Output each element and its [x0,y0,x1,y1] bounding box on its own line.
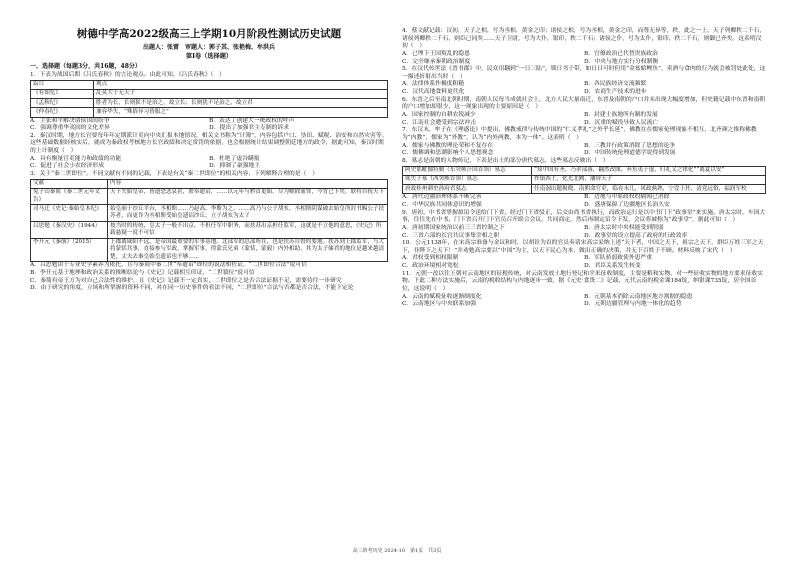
option-d[interactable]: D．政事堂的设立提高了政府的行政效率 [584,232,688,239]
table-header-cell: 篇目 [31,80,94,89]
volume-heading: 第Ⅰ卷（选择题） [185,52,233,60]
table-cell: 按当时的传统，皇太子一般不出京，不担任军中职务，而扶苏出京担任监军，这就是不立他的意思，《史记》所载悬疑一说不可信 [108,222,388,239]
question-stem: 3．关于“秦二世即位”，不同文献有不同的记载，下表是有关“秦二世即位”的相关内容，下列解释合理的是（ ） [30,171,318,178]
options [402,81,766,96]
options [402,194,766,209]
table-cell: 韩失于墓（西突厥首领）墓志 [403,175,532,184]
option-a[interactable]: A．已埋下王国叛乱的隐患 [402,50,470,57]
option-a[interactable]: A．云南的赋税征收逐渐制度化 [402,293,482,300]
table-header-row [31,179,388,188]
table-cell: 李开元《秦崩》（2015） [31,238,108,262]
options [402,294,766,309]
question-stem: 4．蔡文献记载：汉初，天子之相，号为丞相，黄金之印；诸侯之相，号为丞相，黄金之印，而尊无异等，秩，此之一上。天子列卿秩二千石，诸侯列卿秩二千石，则臣已同矣……天子卫尉，号为大仆，银印，秩二千石；诸侯之仆，号为太仆，银印，秩二千石，则御已齐矣。这表明汉初（ ） [402,28,766,50]
options [402,51,766,66]
option-a[interactable]: A．吕思勉由于专业史学素养为依托，且与秦简中秦二世“奉遗诏”即位的说法相佐证，“二世即位合法”说可信 [30,262,307,269]
question-stem: 5．在汉代传世法《晋书郡》中，民众用翻到“一日三陆”，锁日书于带，如日日可时但用“金盆蛤鲤鱼”，卖酒与食肉的行为就会被罚处此处，这一描述折射出当时（ ） [402,66,766,80]
question-stem: 2．秦汉时期，地方长官要每年年定期派计吏向中央汇报本地情况，相关文书称为“计簿”，内容包括户口、垦田、赋税、治安和自然灾害等。这些基础数据经核实后，就成为秦政权考核地方长官政绩和决定赏罚的依据，也会根据统计结果调整朝廷地方的政令，据此可知，秦汉时期的上计制度（ ） [30,132,388,155]
table-cell: 始皇崩于沙丘平台，丞相斯……乃赵高、李斯为之，……高乃与公子胡亥、丞相斯阴谋破去始皇所封书赐公子扶苏者，而更诈为丞相斯受始皇遗诏沙丘，立子胡亥为太子 [108,205,388,222]
table-cell: 《孟秋纪》 [31,99,94,108]
options [402,255,766,270]
option-d[interactable]: D．由于研究的角度，立场和所掌握的资料不同，对在同一历史事件的看法不同，“二世即位”合法与否都是否合法，不能下定论 [30,285,354,292]
option-c[interactable]: C．秦简有帝王方为对自己合法性的维护，且《史记》记载不一定真实，二世即位之是否合法证据不足，需要待往一步研究 [30,277,342,284]
option-d[interactable]: D．中央与地方实行分权制衡 [584,58,659,65]
option-b[interactable]: B．三教并行政策消除了思想的论争 [584,142,676,149]
option-d[interactable]: D．君臣关系发生转变 [584,263,641,270]
table-cell: 《仲春纪》 [31,108,94,117]
table-cell: 乱莫大于无天子 [94,89,388,98]
question-11 [402,271,766,309]
option-c[interactable]: C．江南社会遭受到宗法冲击 [402,119,476,126]
table-cell: 兔子山秦简《秦二世元年文告》 [31,188,108,205]
options [402,112,766,127]
option-d[interactable]: D．提出了加强君主专制的诉求 [209,125,290,132]
table-row [31,99,388,108]
question-6 [402,97,766,128]
question-10 [402,240,766,271]
option-c[interactable]: C．完全继承秦朝政治制度 [402,58,471,65]
table-cell: 天下失始皇帝，皆遗恐悲哀甚，朕奉遗诏，……以元年与黔首更始，尽为解除流罪，今宵已下矣，联将自抚天下 [108,188,388,205]
option-c[interactable]: C．政治环境相对宽松 [402,263,459,270]
left-column [30,28,388,293]
option-c[interactable]: C．儒佛调和思潮影响个人思想观念 [402,150,494,157]
option-b[interactable]: B．官僚政治已代替贵族政治 [584,50,658,57]
option-d[interactable]: D．农商生产技术的进步 [584,89,647,96]
option-b[interactable]: B．杜绝了虚谷瞒报 [209,155,260,162]
table-row [31,205,388,222]
option-b[interactable]: B．封建士族地所有制的发展 [584,112,658,119]
table-row [31,89,388,98]
table-cell: “知中国有圣，乃率部落，翻然改图，弃东夷于虚，归礼义之律化”“离夏以安” [532,166,766,175]
table-header-row [31,80,388,89]
options [402,225,766,240]
option-b[interactable]: B．唐太宗时中央权能受到削弱 [584,224,664,231]
question-stem: 6．东晋之后至南北朝时期，南朝人民每当成就社会上，北方人民大量南迁，东晋及南朝的户口并未出现大幅度增加，但史籍记载中东晋和南朝的户口增加却很少，这一现象出现的主要原因是（ ） [402,96,766,111]
table-row [31,238,388,262]
table-cell: 上郡离咸阳不远，是帝国最重要的军事基地。北部军的总部所在，也是扶苏自督的要地。扶苏到上郡监军，与大将蒙恬共事，直接参与军政，掌握军事，得蒙氏兄弟（蒙恬，蒙毅）内外相助，其为太子储君的地位是越来越清楚，丈夫去秦皇始皇遗诏也不够…… [108,238,388,262]
option-c[interactable]: C．促进了社会小农经济形成 [30,163,104,170]
table-row [31,222,388,239]
option-b[interactable]: B．各民族经济交流频繁 [584,81,647,88]
options [30,156,388,171]
option-d[interactable]: D．沉重的赋役导致人民流亡 [584,119,659,126]
options [30,118,388,133]
question-stem: 8．墓志是南朝的人物传记，下表是出土的部分唐代墓志，这些墓志反映出（ ） [402,157,609,164]
right-column [402,28,766,309]
question-3 [30,171,388,293]
option-d[interactable]: D．抑制了豪强地主 [209,163,261,170]
option-c[interactable]: C．中华民族共同体意识的增强 [402,201,482,208]
option-b[interactable]: B．元朝基本消除云南地区地方割据的隐患 [584,293,693,300]
option-d[interactable]: D．中国传统伦理道德学说得到发展 [584,150,676,157]
page-footer: 高三阶考历史 2024-10 第1页 共3页 [352,548,442,555]
option-c[interactable]: C．三省六部的长官共议事集宰相之职 [402,232,500,239]
option-d[interactable]: D．盛唐保障了边疆地区长治久安 [584,201,670,208]
exam-authors: 出题人：张雷 审题人：郭子其、张艳梅、牟洪兵 [142,43,275,51]
question-2 [30,133,388,171]
option-b[interactable]: B．军队骄弱致使外患严重 [584,255,653,262]
option-a[interactable]: A．唐代边疆治理体系不断完善 [402,194,482,201]
option-b[interactable]: B．李开元基于地理和政治关系的推断结论与《史记》记载相互印证，“二世篡位”说可信 [30,269,255,276]
question-9 [402,210,766,241]
table-cell: 司马迁《史记·秦始皇本纪》 [31,205,108,222]
table-cell: 唐故桂州刺史孙府君墓志 [403,185,532,194]
question-1-table [30,80,388,118]
option-a[interactable]: A．君权受到相权限制 [402,255,459,262]
table-cell: 阿史那毗伽特勤（东突厥汗国首领）墓志 [403,166,532,175]
options [402,143,766,158]
table-cell: 胜者为长，长则狱不是治之，故立长；长则犹不足治之，故立君 [94,99,388,108]
question-1 [30,72,388,133]
option-c[interactable]: C．云南地区与中央联系加强 [402,301,476,308]
option-b[interactable]: B．边地与中原政权的隔阂已消除 [584,194,670,201]
exam-title: 树德中学高2022级高三上学期10月阶段性测试历史试题 [76,28,342,40]
option-a[interactable]: A．法律体系作极度粗糙 [402,81,465,88]
option-a[interactable]: A．儒家与佛教的理论荣和不复存在 [402,142,494,149]
table-cell: 任南洞出题揭晓，南朝命官吏，临存末儿，风政孰熟，宁壹于坯，清党远俗，福润军校 [532,185,766,194]
option-b[interactable]: B．表达了创建大一统政权的呼声 [209,117,295,124]
table-row [31,108,388,117]
option-a[interactable]: A．国家控制的自耕农锐减少 [402,112,476,119]
table-header-cell: 内容 [108,179,388,188]
question-3-table [30,179,388,263]
question-8-table [402,166,766,195]
table-header-cell: 观点 [94,80,388,89]
option-a[interactable]: A．唐初期国家统治以前三三省控制之下 [402,224,505,231]
option-c[interactable]: C．强调尊重华夷间的文化差异 [30,125,110,132]
question-stem: 7．东汉末，牟子在《理惑论》中提出，佛教戒律与传统中国的“仁义孝礼”之外乎长延”，佛教在在儒家伦理现象不相互，北齐颜之推称佛教为“内教”，儒家为“外教”，认为“内外两教，本为一体”。这表明（ ） [402,127,757,141]
question-7 [402,127,766,158]
table-header-cell: 文献 [31,179,108,188]
option-c[interactable]: C．汉代高地食料更代化 [402,89,465,96]
option-d[interactable]: D．元朝边疆管理与内地一体化的趋势 [584,301,682,308]
table-row [403,175,766,184]
question-stem: 10．公元1138年，在宋高宗准备与金议和时，以胡铨为首的官员奏请宋高宗采纳上述“天下者，中国之天下，祖宗之天下，群臣万姓三军之天下，非陛下之天下！”并劝勉高宗要以“中国”为主，以天下民心为本，做出正确的决策，并无下百姓于不顾。材料反映了宋代（ ） [402,240,764,254]
option-a[interactable]: A．具有衡量官吏能力和政绩的功能 [30,155,122,162]
table-row [403,166,766,175]
table-cell: 作镇西土，化光北阙，藩屏天子 [532,175,766,184]
table-cell: 兼容毕失，“殊俗异习皆服之” [94,108,388,117]
section-heading: 一、选择题（每题3分，共16题，48分） [30,62,141,70]
question-4 [402,28,766,66]
question-stem: 11．元朝一改以往王朝对云南地区的征税传统，对云南发放土地行登记和平米征收制度，主要是粮和实物，对一些征收实物的地方要求征收实物。下此二种方法实施后，云南的税收结构与内地逐步一致，据《元史·食货二》记载，元代云南的税金课184锭，纳银课735锭，居全国首位，这说明（ ） [402,270,763,293]
question-stem: 1．下表为战国后期《吕氏春秋》的言论观点。由此可知，《吕氏春秋》（ ） [30,71,225,78]
question-stem: 9．唐初，中书省掌握拟诏令送给门下省，经过门下省驳正，后交由尚书省执行，而政治运行是以中书门下“政事堂”来实施。唐太宗时，车国大事，往往先在中书、门下省召开门下官员召开联合会议，共同商定，然后再制定诏令下发，会议将被称为“政事堂”，据此可知（ ） [402,209,766,224]
option-a[interactable]: A．主张和平解决诸侯国间纷争 [30,117,110,124]
question-5 [402,66,766,97]
table-cell: 《有始览》 [31,89,94,98]
table-cell: 吕思勉《秦汉史》（1944） [31,222,108,239]
table-row [403,185,766,194]
table-row [31,188,388,205]
question-8 [402,158,766,210]
